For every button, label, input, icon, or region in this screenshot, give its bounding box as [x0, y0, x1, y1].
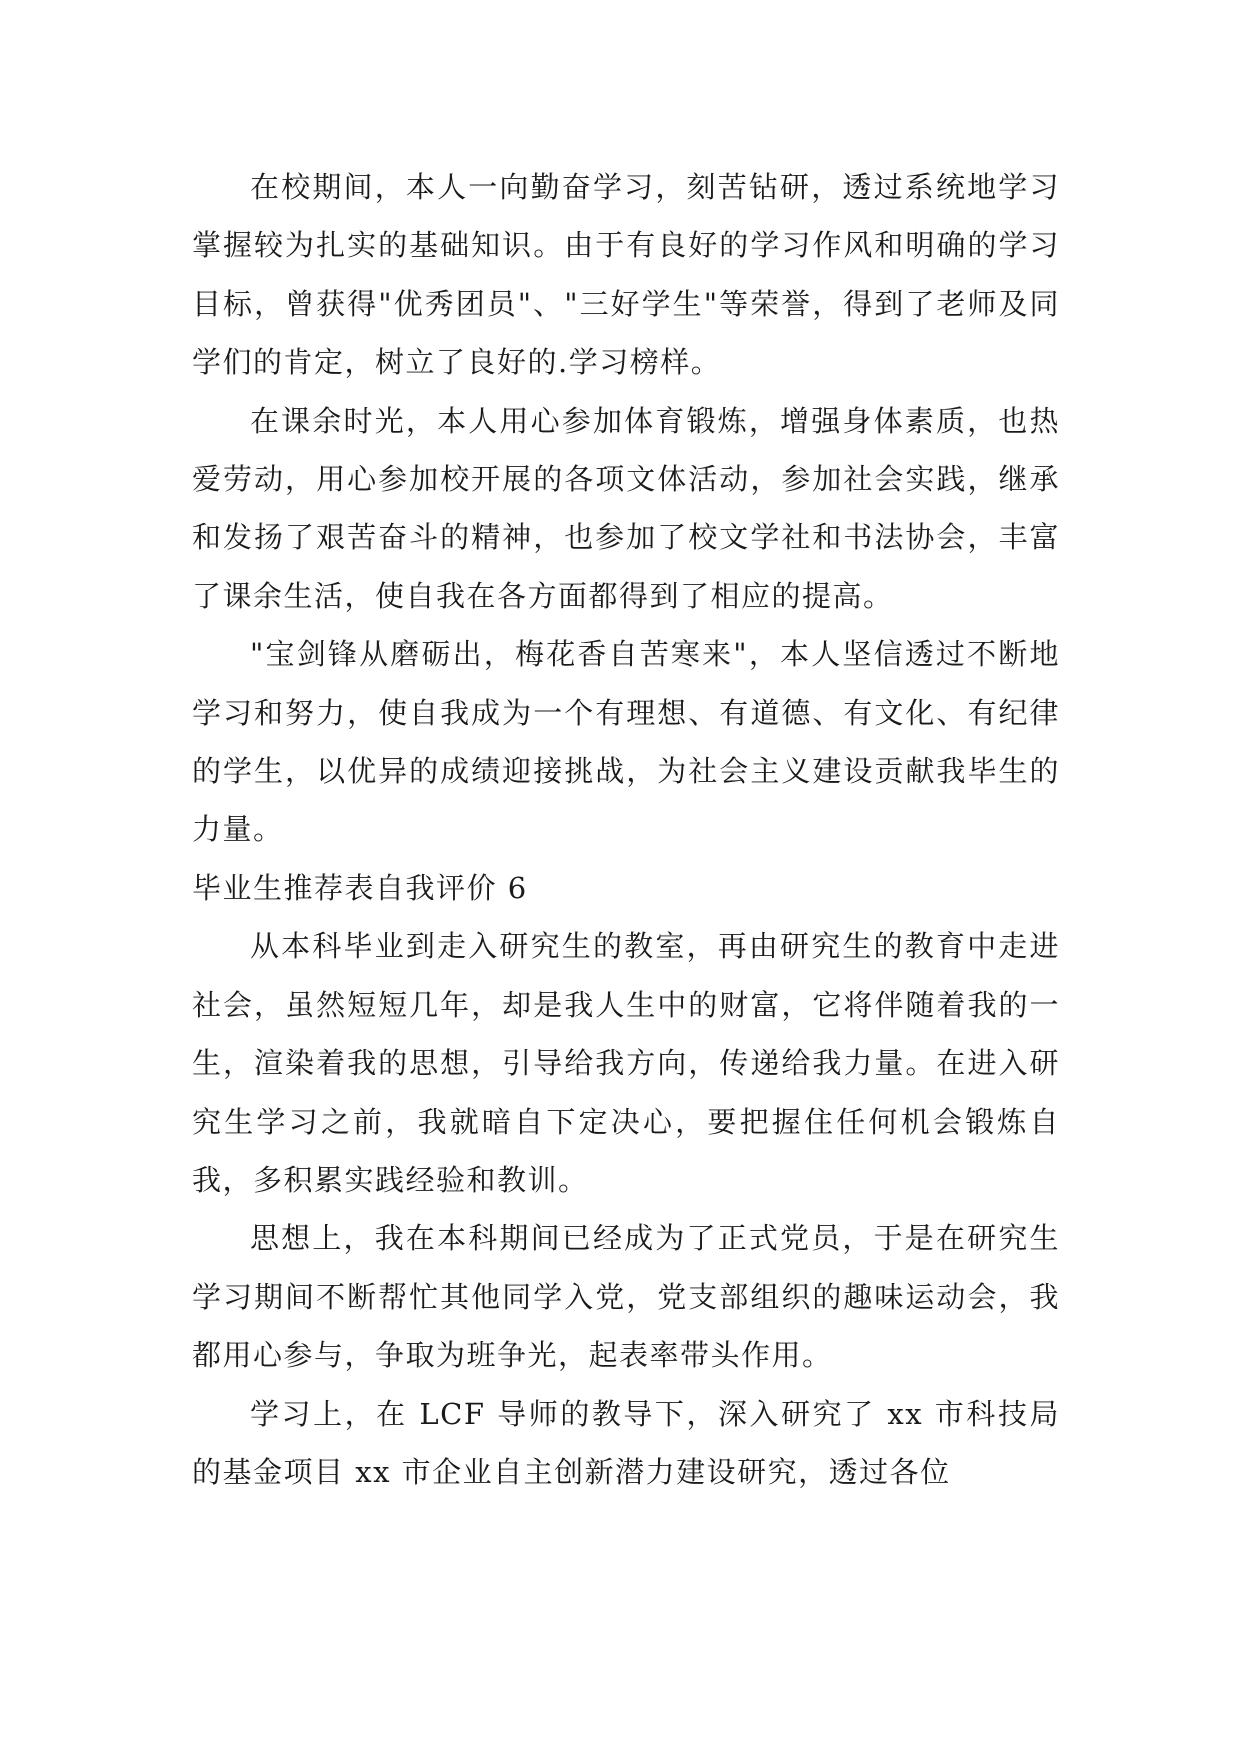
paragraph-intro: 从本科毕业到走入研究生的教室，再由研究生的教育中走进社会，虽然短短几年，却是我人生中的财富，它将伴随着我的一生，渲染着我的思想，引导给我方向，传递给我力量。在进入研究生学习之前，我就暗自下定决心，要把握住任何机会锻炼自我，多积累实践经验和教训。 — [192, 929, 1060, 1197]
document-body — [192, 158, 1060, 1501]
paragraph-research: 学习上，在 LCF 导师的教导下，深入研究了 xx 市科技局的基金项目 xx 市企业自主创新潜力建设研究，透过各位 — [192, 1396, 1060, 1489]
paragraph-conclusion: "宝剑锋从磨砺出，梅花香自苦寒来"，本人坚信透过不断地学习和努力，使自我成为一个有理想、有道德、有文化、有纪律的学生，以优异的成绩迎接挑战，为社会主义建设贡献我毕生的力量。 — [192, 637, 1060, 847]
paragraph-activities: 在课余时光，本人用心参加体育锻炼，增强身体素质，也热爱劳动，用心参加校开展的各项文体活动，参加社会实践，继承和发扬了艰苦奋斗的精神，也参加了校文学社和书法协会，丰富了课余生活，使自我在各方面都得到了相应的提高。 — [192, 403, 1060, 613]
paragraph-study: 在校期间，本人一向勤奋学习，刻苦钻研，透过系统地学习掌握较为扎实的基础知识。由于有良好的学习作风和明确的学习目标，曾获得"优秀团员"、"三好学生"等荣誉，得到了老师及同学们的肯定，树立了良好的.学习榜样。 — [192, 170, 1060, 380]
paragraph-ideology: 思想上，我在本科期间已经成为了正式党员，于是在研究生学习期间不断帮忙其他同学入党，党支部组织的趣味运动会，我都用心参与，争取为班争光，起表率带头作用。 — [192, 1221, 1060, 1373]
section-title: 毕业生推荐表自我评价 6 — [192, 870, 528, 905]
